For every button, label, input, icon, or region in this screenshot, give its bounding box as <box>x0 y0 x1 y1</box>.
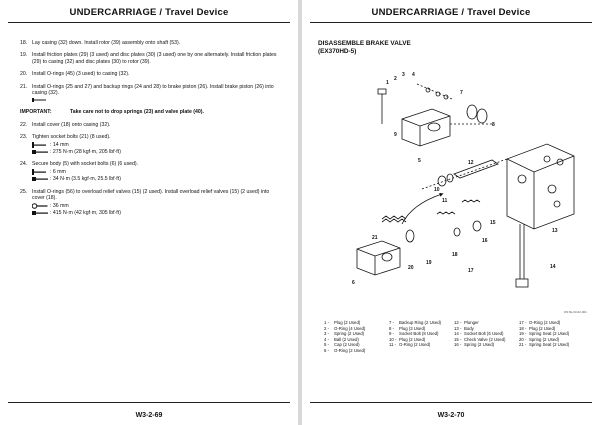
step-24 <box>20 161 278 182</box>
important-label: IMPORTANT: <box>20 109 52 116</box>
legend-row: 13 - Body <box>454 325 474 331</box>
legend-row: 19 - Spring Seat (2 Used) <box>519 331 570 337</box>
step-21 <box>20 84 278 104</box>
legend-row: 7 - Backup Ring (2 Used) <box>389 320 442 325</box>
callout-14: 14 <box>550 264 556 270</box>
callout-16: 16 <box>482 238 488 244</box>
wrench-icon <box>32 203 50 209</box>
legend-row: 9 - Socket Bolt (8 Used) <box>389 331 439 337</box>
parts-legend <box>324 320 584 354</box>
legend-row: 12 - Plunger <box>454 320 479 325</box>
legend-row: 18 - Plug (2 Used) <box>519 325 556 331</box>
callout-13: 13 <box>552 228 558 234</box>
step-text: Tighten socket bolts (21) (8 used). <box>32 134 111 141</box>
tool-size-row <box>32 142 278 148</box>
legend-row: 21 - Spring Seat (2 Used) <box>519 342 570 348</box>
step-text: Install O-rings (45) (3 used) to casing (32). <box>32 71 130 78</box>
legend-row: 20 - Spring (2 Used) <box>519 336 560 342</box>
step-22 <box>20 122 278 128</box>
torque-row <box>32 149 278 155</box>
tool-size-row <box>32 169 278 175</box>
legend-row: 14 - Socket Bolt (6 Used) <box>454 331 504 337</box>
legend-column <box>454 320 519 354</box>
step-text: Install cover (18) onto casing (32). <box>32 121 111 128</box>
tool-size: : 14 mm <box>50 141 69 148</box>
callout-9: 9 <box>394 132 397 138</box>
callout-19: 19 <box>426 260 432 266</box>
section-title-line1: DISASSEMBLE BRAKE VALVE <box>318 40 411 47</box>
torque-wrench-icon <box>32 210 50 216</box>
step-number: 18. <box>20 40 28 46</box>
grease-icon-row <box>32 97 278 103</box>
step-number: 21. <box>20 83 28 90</box>
legend-row: 3 - Spring (2 Used) <box>324 331 365 337</box>
step-number: 19. <box>20 52 28 59</box>
legend-column <box>389 320 454 354</box>
step-number: 25. <box>20 188 28 195</box>
step-number: 22. <box>20 121 28 128</box>
exploded-view-drawing <box>342 64 582 304</box>
step-number: 24. <box>20 161 28 168</box>
left-page <box>0 0 298 425</box>
callout-20: 20 <box>408 265 414 271</box>
step-23 <box>20 134 278 155</box>
torque-row <box>32 210 278 216</box>
figure-code: W17E-03-02-001 <box>564 310 587 314</box>
step-number: 20. <box>20 71 28 78</box>
page-header: UNDERCARRIAGE / Travel Device <box>310 4 592 23</box>
torque-value: : 34 N·m (3.5 kgf·m, 25.5 lbf·ft) <box>50 176 121 183</box>
torque-row <box>32 176 278 182</box>
legend-row: 17 - O-Ring (2 Used) <box>519 320 561 325</box>
allen-wrench-icon <box>32 142 50 148</box>
legend-row: 11 - O-Ring (2 Used) <box>389 342 431 348</box>
step-25 <box>20 189 278 217</box>
legend-column <box>519 320 584 354</box>
callout-15: 15 <box>490 220 496 226</box>
step-18 <box>20 40 278 46</box>
procedure-steps <box>20 40 278 222</box>
callout-3: 3 <box>402 72 405 78</box>
callout-2: 2 <box>394 76 397 82</box>
legend-row: 15 - Check Valve (2 Used) <box>454 336 506 342</box>
page-footer: W3-2-70 <box>310 402 592 419</box>
valve-body <box>507 144 574 229</box>
callout-4: 4 <box>412 72 415 78</box>
torque-wrench-icon <box>32 176 50 182</box>
step-19 <box>20 52 278 65</box>
callout-8: 8 <box>492 122 495 128</box>
grease-icon <box>32 97 50 103</box>
section-title <box>318 40 411 56</box>
legend-row: 6 - O-Ring (2 Used) <box>324 347 366 353</box>
callout-18: 18 <box>452 252 458 258</box>
legend-row: 4 - Ball (2 Used) <box>324 336 359 342</box>
legend-row: 1 - Plug (2 Used) <box>324 320 361 325</box>
callout-17: 17 <box>468 268 474 274</box>
important-note <box>20 109 278 115</box>
legend-row: 8 - Plug (3 Used) <box>389 325 426 331</box>
step-text: Secure body (5) with socket bolts (6) (6 used). <box>32 161 139 168</box>
callout-11: 11 <box>442 198 448 204</box>
step-text: Install friction plates (29) (3 used) and disc plates (30) (3 used) one by one alternately. Install friction plates (29) to casing (32) and disc plates (30) to rotor (39). <box>32 52 277 65</box>
step-text: Install O-rings (56) to overload relief valves (15) (2 used). Install overload relief valves (15) (2 used) into cover (18). <box>32 188 270 202</box>
callout-21: 21 <box>372 235 378 241</box>
important-text: Take care not to drop springs (23) and valve plate (40). <box>70 109 204 116</box>
cap-body <box>402 109 450 146</box>
step-number: 23. <box>20 134 28 141</box>
callout-7: 7 <box>460 90 463 96</box>
callout-5: 5 <box>418 158 421 164</box>
torque-value: : 275 N·m (28 kgf·m, 205 lbf·ft) <box>50 149 121 156</box>
section-title-line2: (EX370HD-5) <box>318 48 357 55</box>
callout-10: 10 <box>434 187 440 193</box>
legend-row: 16 - Spring (2 Used) <box>454 342 495 348</box>
callout-6: 6 <box>352 280 355 286</box>
allen-wrench-icon <box>32 169 50 175</box>
right-page <box>302 0 600 425</box>
page-header: UNDERCARRIAGE / Travel Device <box>8 4 290 23</box>
callout-1: 1 <box>386 80 389 86</box>
torque-wrench-icon <box>32 149 50 155</box>
legend-row: 5 - Cap (2 Used) <box>324 342 360 348</box>
step-text: Install O-rings (25 and 27) and backup rings (24 and 28) to brake piston (26). Install brake piston (26) into casing (32). <box>32 83 274 97</box>
step-20 <box>20 71 278 77</box>
tool-size: : 6 mm <box>50 168 66 175</box>
legend-column <box>324 320 389 354</box>
tool-size-row <box>32 203 278 209</box>
step-text: Lay casing (32) down. Install rotor (39) assembly onto shaft (53). <box>32 40 181 46</box>
callout-12: 12 <box>468 160 474 166</box>
legend-row: 2 - O-Ring (4 Used) <box>324 325 366 331</box>
tool-size: : 36 mm <box>50 202 69 209</box>
legend-row: 10 - Plug (2 Used) <box>389 336 426 342</box>
page-footer: W3-2-69 <box>8 402 290 419</box>
torque-value: : 415 N·m (42 kgf·m, 305 lbf·ft) <box>50 209 121 216</box>
